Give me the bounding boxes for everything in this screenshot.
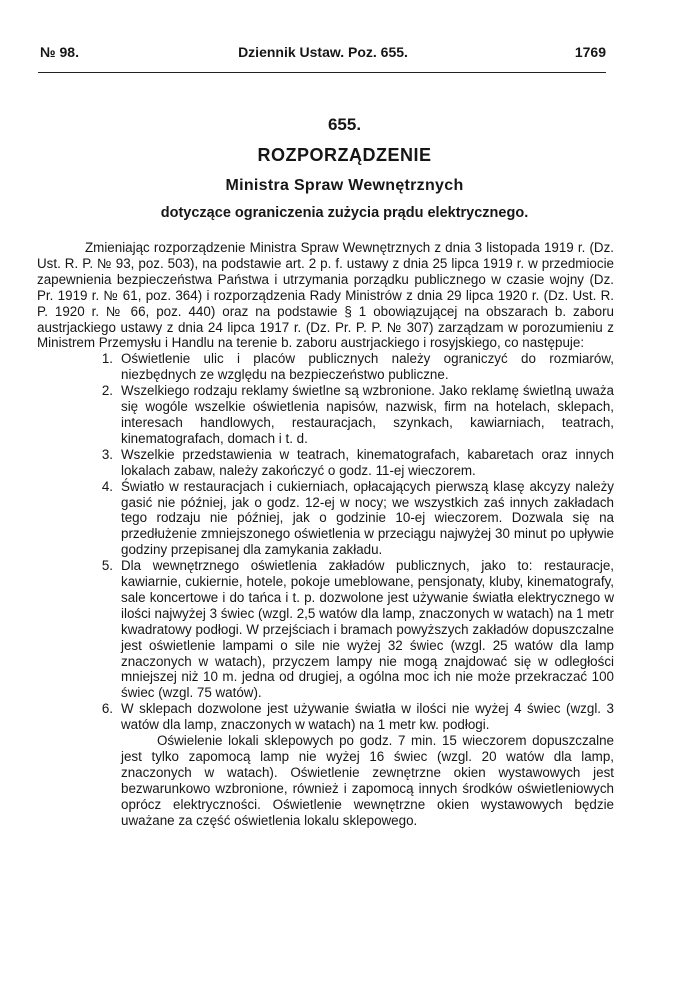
subject-line: dotyczące ograniczenia zużycia prądu elektrycznego. xyxy=(160,205,529,221)
item-number: 5. xyxy=(101,558,113,574)
journal-title: Dziennik Ustaw. Poz. 655. xyxy=(238,44,408,60)
document-body xyxy=(37,240,614,829)
list-item xyxy=(37,351,614,383)
position-number: 655. xyxy=(327,115,362,134)
item-6-continuation: Oświelenie lokali sklepowych po godz. 7 min. 15 wieczorem dopuszczalne jest tylko zapomocą lamp nie wyżej 16 świec (wzgl. 20 watów dla lamp, znaczonych w watach). Oświetlenie zewnętrzne okien wystawowych jest bezwarunkowo wzbronione, również i zapomocą innych środków oświetleniowych oprócz elektryczności. Oświetlenie wewnętrzne okien wystawowych będzie uważane za część oświetlenia lokalu sklepowego. xyxy=(121,733,614,828)
list-item xyxy=(37,479,614,559)
item-number: 3. xyxy=(101,446,113,462)
item-text: Oświetlenie ulic i placów publicznych należy ograniczyć do rozmiarów, niezbędnych ze względu na bezpieczeństwo publiczne. xyxy=(121,351,614,383)
document-title: ROZPORZĄDZENIE xyxy=(257,145,432,165)
item-number: 2. xyxy=(101,383,113,399)
list-item xyxy=(37,383,614,447)
item-number: 6. xyxy=(101,701,113,717)
page-number: 1769 xyxy=(574,44,606,60)
item-number: 1. xyxy=(101,351,113,367)
item-text: Wszelkiego rodzaju reklamy świetlne są wzbronione. Jako reklamę świetlną uważa się wogóle wszelkie oświetlenia napisów, nazwisk, firm na hotelach, sklepach, interesach handlowych, restauracjach, szynkach, kawiarniach, teatrach, kinematografach, domach i t. d. xyxy=(121,383,614,446)
item-text: Dla wewnętrznego oświetlenia zakładów publicznych, jako to: restauracje, kawiarnie, cukiernie, hotele, pokoje umeblowane, pensjonaty, kluby, kinematografy, sale koncertowe i do tańca i t. p. dozwolone jest używanie światła elektrycznego w ilości najwyżej 3 świec (wzgl. 2,5 watów dla lamp, znaczonych w watach) na 1 metr kwadratowy podłogi. W przejściach i bramach powyższych zakładów dopuszczalne jest oświetlenie lampami o sile nie wyżej 32 świec (wzgl. 25 watów dla lamp znaczonych w watach), przyczem lampy nie mogą znajdować się w odległości mniejszej niż 10 m. jedna od drugiej, a ogólna moc ich nie może przekraczać 100 świec (wzgl. 75 watów). xyxy=(121,558,614,701)
list-item xyxy=(37,558,614,701)
issue-number: № 98. xyxy=(40,44,79,60)
item-text: Światło w restauracjach i cukierniach, opłacających pierwszą klasę akcyzy należy gasić nie później, jak o godz. 12-ej w nocy; we wszystkich zaś innych zakładach tego rodzaju nie później, jak o godzinie 10-ej wieczorem. Dozwala się na przedłużenie zmniejszonego oświetlenia w przeciągu najwyżej 30 minut po upływie godziny przepisanej dla zamykania zakładu. xyxy=(121,478,614,558)
intro-paragraph: Zmieniając rozporządzenie Ministra Spraw Wewnętrznych z dnia 3 listopada 1919 r. (Dz. Ust. R. P. № 93, poz. 503), na podstawie art. 2 p. f. ustawy z dnia 25 lipca 1919 r. w przedmiocie zapewnienia bezpieczeństwa Państwa i utrzymania porządku publicznego w czasie wojny (Dz. Pr. 1919 r. № 61, poz. 364) i rozporządzenia Rady Ministrów z dnia 29 lipca 1920 r. (Dz. Ust. R. P. 1920 r. № 66, poz. 440) oraz na podstawie § 1 obowiązującej na obszarach b. zaboru austrjackiego ustawy z dnia 24 lipca 1917 r. (Dz. Pr. P. P. № 307) zarządzam w porozumieniu z Ministrem Przemysłu i Handlu na terenie b. zaboru austrjackiego i rosyjskiego, co następuje: xyxy=(37,240,614,351)
item-number: 4. xyxy=(101,478,113,494)
header-divider xyxy=(38,72,606,73)
list-item xyxy=(37,701,614,733)
page-header xyxy=(40,44,606,68)
list-item xyxy=(37,447,614,479)
item-text: Wszelkie przedstawienia w teatrach, kinematografach, kabaretach oraz innych lokalach zabaw, należy zakończyć o godz. 11-ej wieczorem. xyxy=(121,446,614,478)
issuer-line: Ministra Spraw Wewnętrznych xyxy=(225,177,464,194)
item-text: W sklepach dozwolone jest używanie światła w ilości nie wyżej 4 świec (wzgl. 3 watów dla lamp, znaczonych w watach) na 1 metr kw. podłogi. xyxy=(121,701,614,733)
provisions-list xyxy=(37,351,614,733)
